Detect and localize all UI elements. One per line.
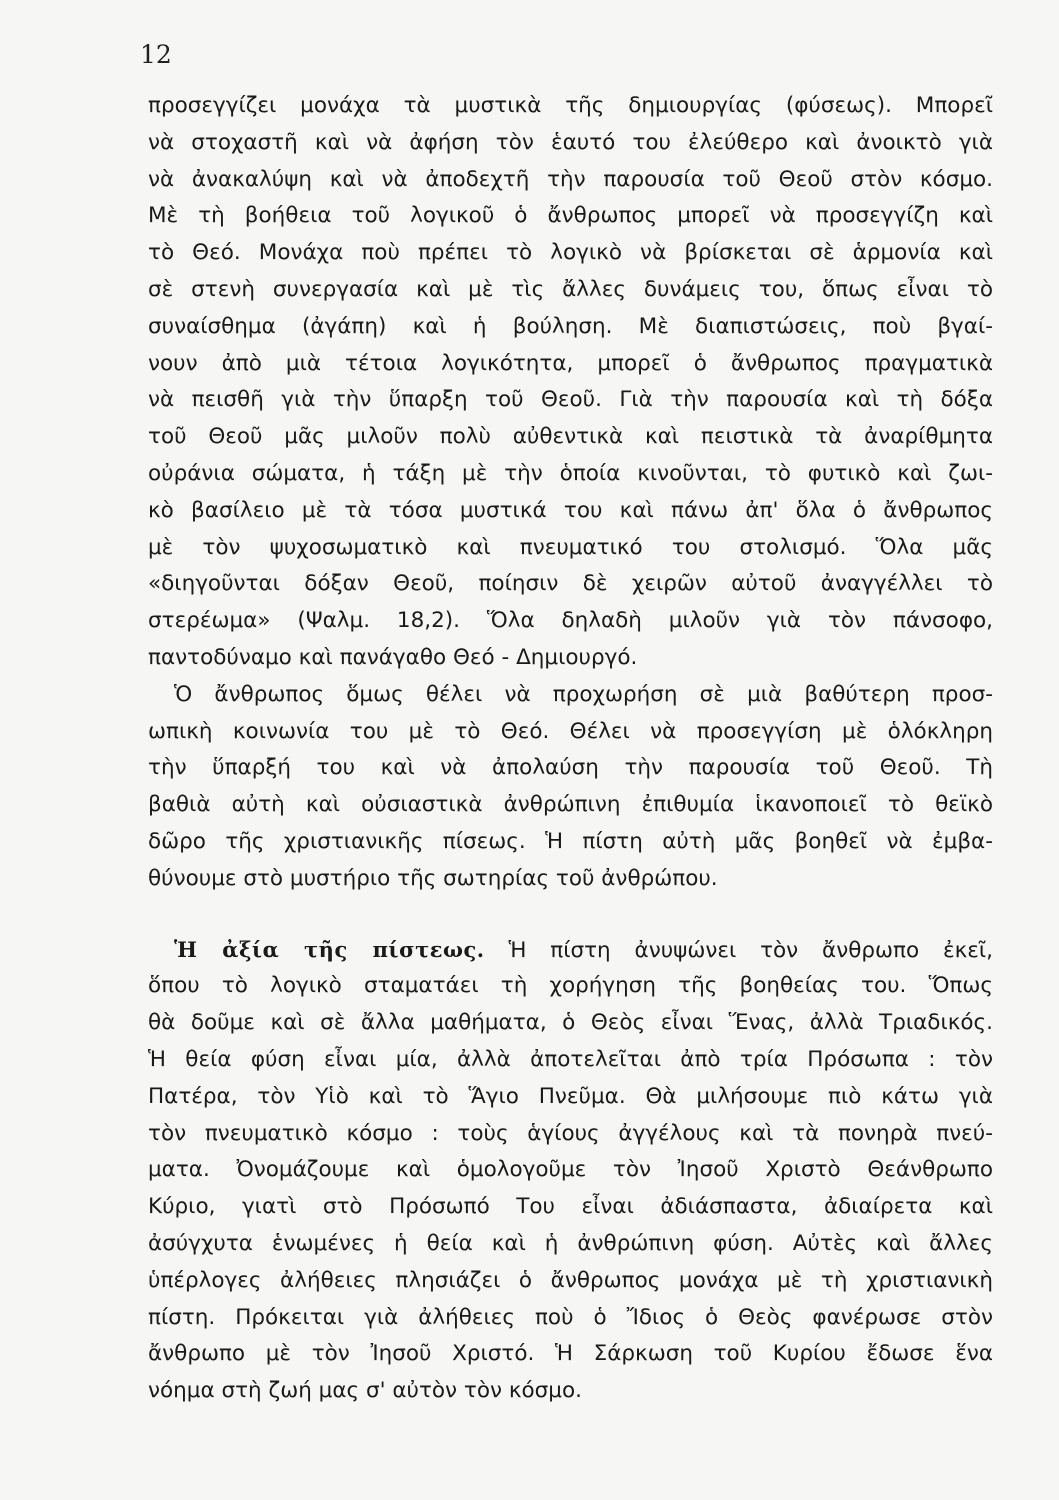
text-line: ὅπου τὸ λογικὸ σταματάει τὴ χορήγηση τῆς βοηθείας του. Ὅπως (148, 973, 993, 999)
text-line: κὸ βασίλειο μὲ τὰ τόσα μυστικά του καὶ πάνω ἀπ' ὅλα ὁ ἄνθρωπος (148, 497, 993, 523)
text-line: συναίσθημα (ἀγάπη) καὶ ἡ βούληση. Μὲ διαπιστώσεις, ποὺ βγαί- (148, 313, 993, 339)
text-line: μὲ τὸν ψυχοσωματικὸ καὶ πνευματικό του στολισμό. Ὅλα μᾶς (148, 534, 993, 560)
text-span: Ἡ πίστη ἀνυψώνει τὸν ἄνθρωπο ἐκεῖ, (508, 937, 993, 963)
text-line: ματα. Ὀνομάζουμε καὶ ὁμολογοῦμε τὸν Ἰησοῦ Χριστὸ Θεάνθρωπο (148, 1157, 993, 1183)
text-line: τὴν ὕπαρξή του καὶ νὰ ἀπολαύση τὴν παρουσία τοῦ Θεοῦ. Τὴ (148, 755, 993, 781)
text-line: Ἡ θεία φύση εἶναι μία, ἀλλὰ ἀποτελεῖται ἀπὸ τρία Πρόσωπα : τὸν (148, 1046, 993, 1072)
text-line: ἄνθρωπο μὲ τὸν Ἰησοῦ Χριστό. Ἡ Σάρκωση τοῦ Κυρίου ἔδωσε ἕνα (148, 1341, 993, 1367)
text-line: νὰ πεισθῆ γιὰ τὴν ὕπαρξη τοῦ Θεοῦ. Γιὰ τὴν παρουσία καὶ τὴ δόξα (148, 387, 993, 413)
text-line: παντοδύναμο καὶ πανάγαθο Θεό - Δημιουργό. (148, 644, 638, 670)
text-line: νὰ στοχαστῆ καὶ νὰ ἀφήση τὸν ἑαυτό του ἐλεύθερο καὶ ἀνοικτὸ γιὰ (148, 129, 993, 155)
paragraph-2 (148, 677, 993, 898)
text-line: βαθιὰ αὐτὴ καὶ οὐσιαστικὰ ἀνθρώπινη ἐπιθυμία ἱκανοποιεῖ τὸ θεϊκὸ (148, 792, 993, 818)
text-line: τὸν πνευματικὸ κόσμο : τοὺς ἁγίους ἀγγέλους καὶ τὰ πονηρὰ πνεύ- (148, 1120, 993, 1146)
text-line: οὐράνια σώματα, ἡ τάξη μὲ τὴν ὁποία κινοῦνται, τὸ φυτικὸ καὶ ζωι- (148, 460, 993, 486)
section-gap (148, 898, 993, 932)
text-line: θύνουμε στὸ μυστήριο τῆς σωτηρίας τοῦ ἀνθρώπου. (148, 865, 718, 891)
text-line: θὰ δοῦμε καὶ σὲ ἄλλα μαθήματα, ὁ Θεὸς εἶναι Ἕνας, ἀλλὰ Τριαδικός. (148, 1010, 993, 1036)
page-number: 12 (140, 40, 172, 69)
text-line: προσεγγίζει μονάχα τὰ μυστικὰ τῆς δημιουργίας (φύσεως). Μπορεῖ (148, 93, 993, 118)
text-line: νόημα στὴ ζωή μας σ' αὐτὸν τὸν κόσμο. (148, 1378, 582, 1404)
text-line: νουν ἀπὸ μιὰ τέτοια λογικότητα, μπορεῖ ὁ ἄνθρωπος πραγματικὰ (148, 350, 993, 376)
text-line: Ὁ ἄνθρωπος ὅμως θέλει νὰ προχωρήση σὲ μιὰ βαθύτερη προσ- (174, 681, 993, 707)
text-line: τὸ Θεό. Μονάχα ποὺ πρέπει τὸ λογικὸ νὰ βρίσκεται σὲ ἁρμονία καὶ (148, 240, 993, 266)
text-line: δῶρο τῆς χριστιανικῆς πίσεως. Ἡ πίστη αὐτὴ μᾶς βοηθεῖ νὰ ἐμβα- (148, 828, 993, 854)
paragraph-1 (148, 88, 993, 677)
text-line: ὑπέρλογες ἀλήθειες πλησιάζει ὁ ἄνθρωπος μονάχα μὲ τὴ χριστιανικὴ (148, 1267, 993, 1293)
text-line: στερέωμα» (Ψαλμ. 18,2). Ὅλα δηλαδὴ μιλοῦν γιὰ τὸν πάνσοφο, (148, 608, 993, 634)
section-heading: Ἡ ἀξία τῆς πίστεως. (174, 936, 485, 962)
page-text (148, 88, 993, 1410)
text-line: Μὲ τὴ βοήθεια τοῦ λογικοῦ ὁ ἄνθρωπος μπορεῖ νὰ προσεγγίζη καὶ (148, 203, 993, 229)
text-line: Κύριο, γιατὶ στὸ Πρόσωπό Του εἶναι ἀδιάσπαστα, ἀδιαίρετα καὶ (148, 1194, 993, 1220)
section-faith (148, 932, 993, 1410)
section-first-line (148, 932, 993, 969)
text-line: «διηγοῦνται δόξαν Θεοῦ, ποίησιν δὲ χειρῶν αὐτοῦ ἀναγγέλλει τὸ (148, 571, 993, 597)
text-line: σὲ στενὴ συνεργασία καὶ μὲ τὶς ἄλλες δυνάμεις του, ὅπως εἶναι τὸ (148, 276, 993, 302)
text-line: ἀσύγχυτα ἑνωμένες ἡ θεία καὶ ἡ ἀνθρώπινη φύση. Αὐτὲς καὶ ἄλλες (148, 1230, 993, 1256)
text-line: νὰ ἀνακαλύψη καὶ νὰ ἀποδεχτῆ τὴν παρουσία τοῦ Θεοῦ στὸν κόσμο. (148, 166, 993, 192)
text-line: πίστη. Πρόκειται γιὰ ἀλήθειες ποὺ ὁ Ἴδιος ὁ Θεὸς φανέρωσε στὸν (148, 1304, 993, 1330)
text-line: ωπικὴ κοινωνία του μὲ τὸ Θεό. Θέλει νὰ προσεγγίση μὲ ὁλόκληρη (148, 718, 993, 744)
text-line: Πατέρα, τὸν Υἱὸ καὶ τὸ Ἅγιο Πνεῦμα. Θὰ μιλήσουμε πιὸ κάτω γιὰ (148, 1083, 993, 1109)
text-line: τοῦ Θεοῦ μᾶς μιλοῦν πολὺ αὐθεντικὰ καὶ πειστικὰ τὰ ἀναρίθμητα (148, 424, 993, 450)
